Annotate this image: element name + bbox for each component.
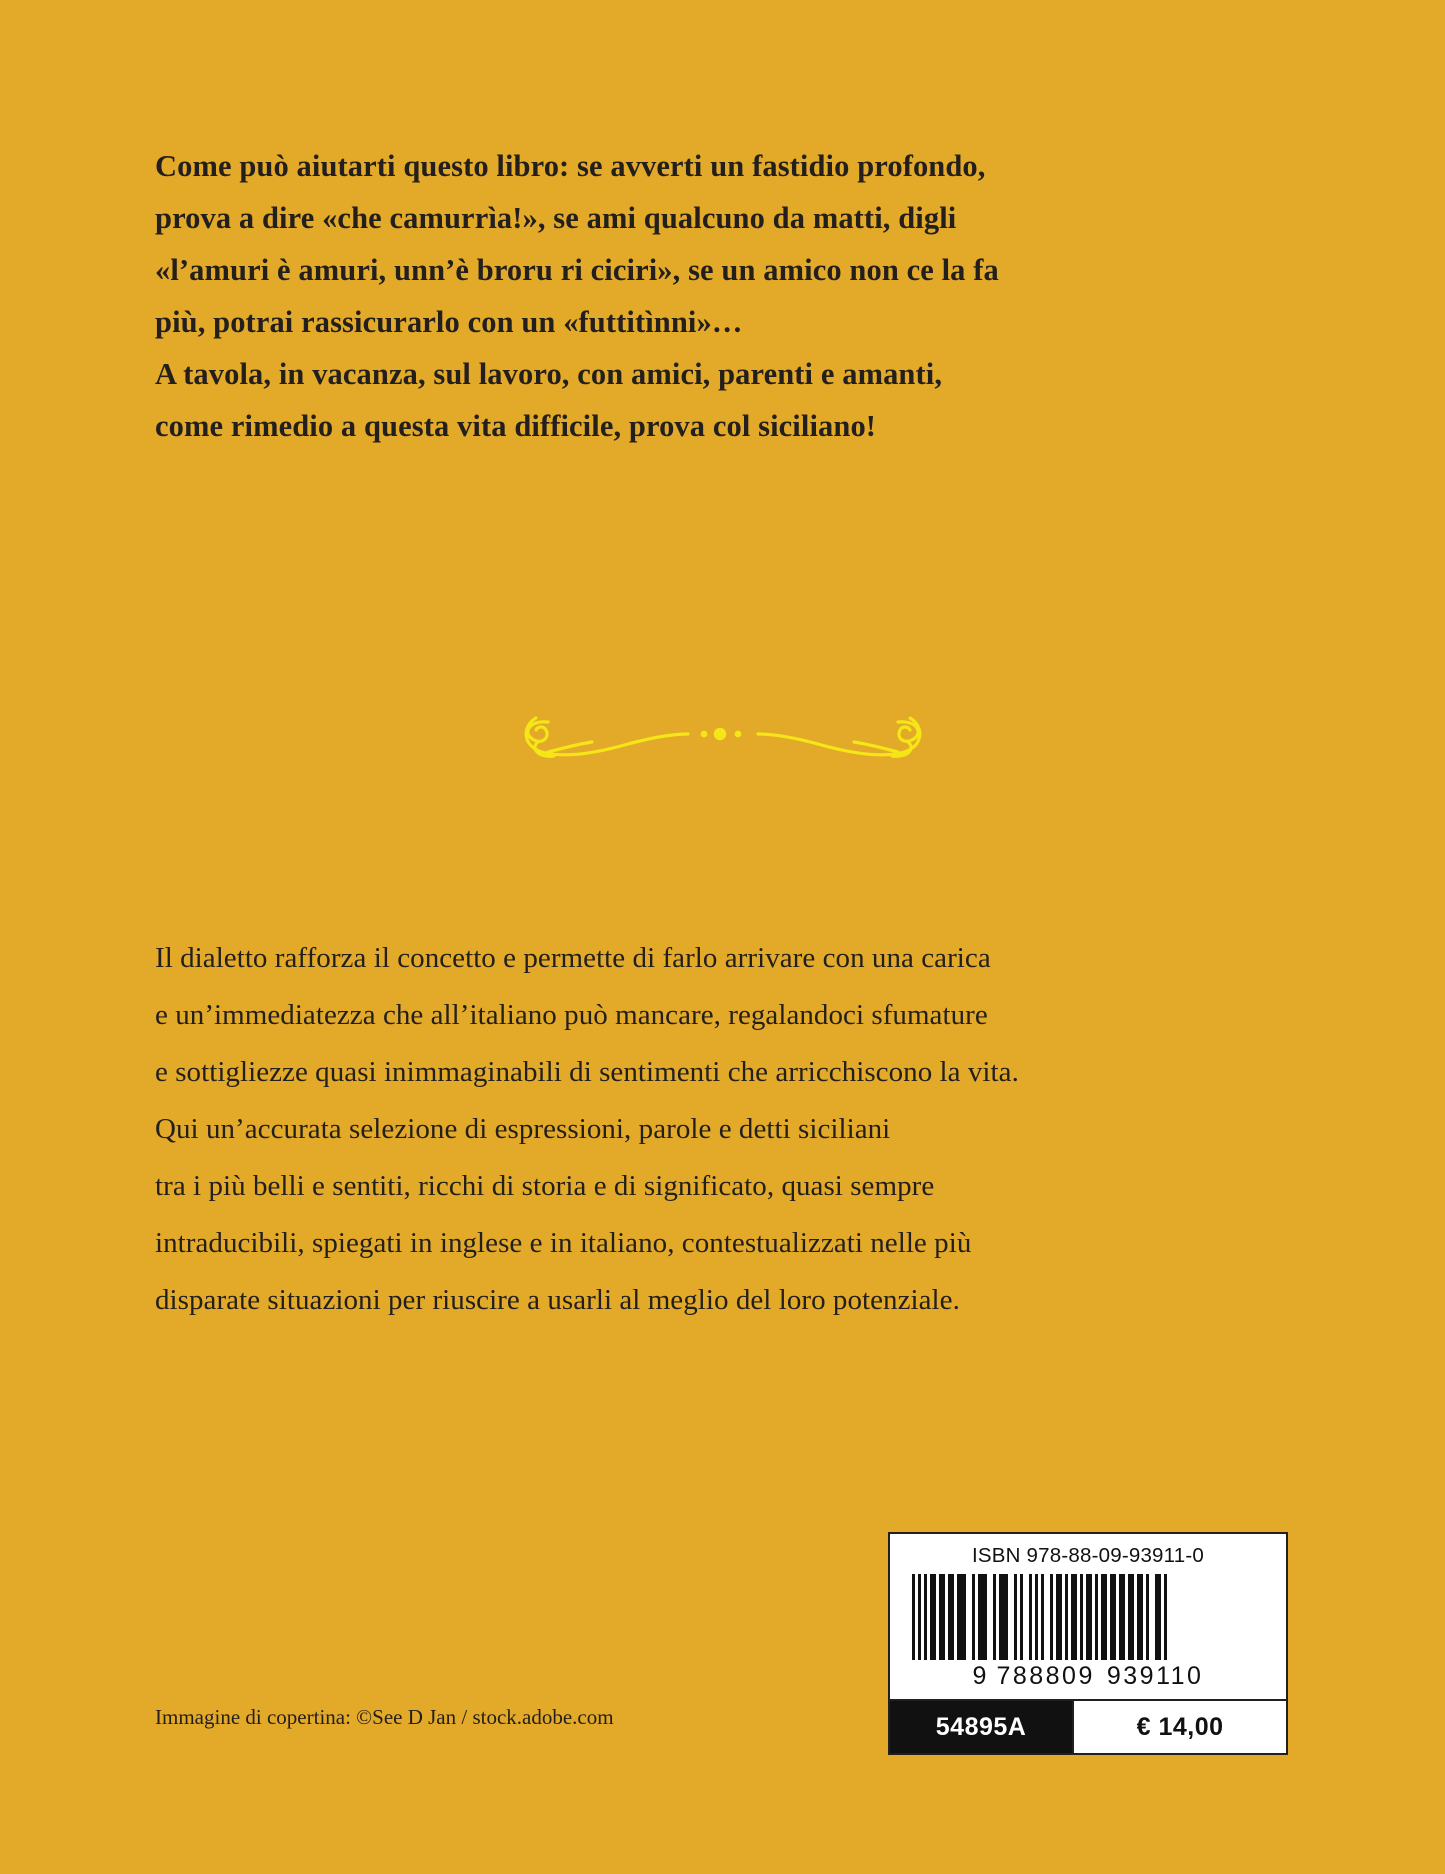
isbn-label: ISBN 978-88-09-93911-0 [972,1544,1204,1567]
barcode-bars-icon [912,1574,1264,1660]
ean-lead-digit: 9 [972,1662,988,1690]
barcode-block [888,1532,1288,1755]
price-row [890,1699,1286,1753]
blurb-bottom-line: tra i più belli e sentiti, ricchi di storia e di significato, quasi sempre [155,1170,935,1202]
cover-image-credit: Immagine di copertina: ©See D Jan / stock.adobe.com [155,1705,614,1729]
price-value: € 14,00 [1072,1701,1286,1753]
blurb-top-line: «l’amuri è amuri, unn’è broru ri ciciri», se un amico non ce la fa [155,253,999,287]
blurb-top-line: Come può aiutarti questo libro: se avverti un fastidio profondo, [155,149,986,183]
barcode-code: 54895A [890,1701,1072,1753]
blurb-bottom-line: e un’immediatezza che all’italiano può mancare, regalandoci sfumature [155,999,988,1031]
blurb-bottom-line: Qui un’accurata selezione di espressioni, parole e detti siciliani [155,1113,891,1145]
blurb-bottom-line: disparate situazioni per riuscire a usarli al meglio del loro potenziale. [155,1284,960,1316]
flourish-divider-icon [0,700,1445,770]
ean-group-1: 788809 [996,1662,1095,1690]
blurb-top-line: come rimedio a questa vita difficile, prova col siciliano! [155,409,877,443]
blurb-bottom-line: Il dialetto rafforza il concetto e permette di farlo arrivare con una carica [155,942,991,974]
blurb-top [155,140,1270,452]
blurb-top-line: più, potrai rassicurarlo con un «futtitìnni»… [155,305,743,339]
blurb-top-line: A tavola, in vacanza, sul lavoro, con amici, parenti e amanti, [155,357,943,391]
blurb-bottom [155,930,1295,1329]
ean-group-2: 939110 [1106,1662,1204,1690]
blurb-top-line: prova a dire «che camurrìa!», se ami qualcuno da matti, digli [155,201,957,235]
ean-digits [890,1662,1286,1699]
blurb-bottom-line: intraducibili, spiegati in inglese e in italiano, contestualizzati nelle più [155,1227,972,1259]
blurb-bottom-line: e sottigliezze quasi inimmaginabili di sentimenti che arricchiscono la vita. [155,1056,1019,1088]
